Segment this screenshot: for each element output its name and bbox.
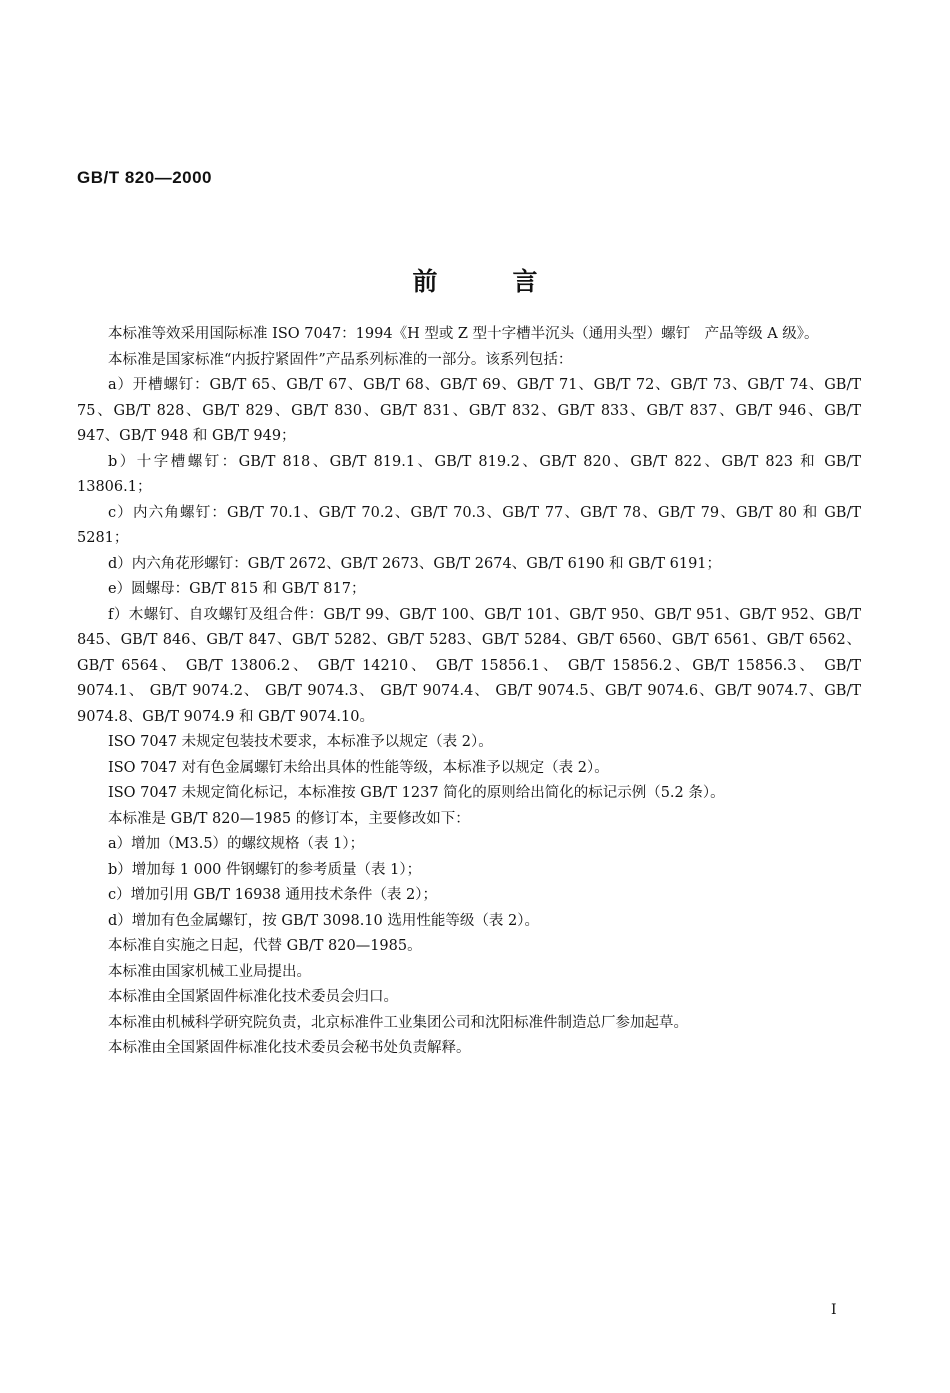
paragraph: ISO 7047 未规定简化标记，本标准按 GB/T 1237 简化的原则给出简化的标记示例（5.2 条）。 (108, 785, 725, 801)
title-char-1: 前 (412, 267, 438, 296)
list-item: e）圆螺母：GB/T 815 和 GB/T 817； (108, 581, 366, 597)
standard-code: GB/T 820—2000 (77, 168, 213, 187)
paragraph: 本标准是 GB/T 820—1985 的修订本，主要修改如下： (108, 810, 470, 827)
paragraph: 本标准由全国紧固件标准化技术委员会归口。 (108, 989, 398, 1005)
list-item: b）十字槽螺钉：GB/T 818、GB/T 819.1、GB/T 819.2、GB/T 820、GB/T 822、GB/T 823 和 GB/T 13806.1； (77, 453, 861, 495)
paragraph: ISO 7047 未规定包装技术要求，本标准予以规定（表 2）。 (108, 734, 493, 750)
paragraph: 本标准自实施之日起，代替 GB/T 820—1985。 (108, 938, 422, 954)
foreword-body (77, 322, 861, 1062)
list-item: a）开槽螺钉：GB/T 65、GB/T 67、GB/T 68、GB/T 69、GB/T 71、GB/T 72、GB/T 73、GB/T 74、GB/T 75、GB/T 828、GB/T 829、GB/T 830、GB/T 831、GB/T 832、GB/T 833、GB/T 837、GB/T 946、GB/T 947、GB/T 948 和 GB/T 949； (77, 377, 861, 444)
page-title (0, 262, 950, 298)
paragraph: 本标准由国家机械工业局提出。 (108, 963, 311, 980)
paragraph: 本标准由全国紧固件标准化技术委员会秘书处负责解释。 (108, 1040, 471, 1056)
paragraph: 本标准等效采用国际标准 ISO 7047：1994《H 型或 Z 型十字槽半沉头（通用头型）螺钉 产品等级 A 级》。 (108, 326, 819, 342)
paragraph: 本标准是国家标准“内扳拧紧固件”产品系列标准的一部分。该系列包括： (108, 351, 573, 368)
paragraph: ISO 7047 对有色金属螺钉未给出具体的性能等级，本标准予以规定（表 2）。 (108, 759, 609, 776)
list-item: c）内六角螺钉：GB/T 70.1、GB/T 70.2、GB/T 70.3、GB/T 77、GB/T 78、GB/T 79、GB/T 80 和 GB/T 5281； (77, 504, 861, 546)
title-char-2: 言 (512, 267, 538, 296)
list-item: a）增加（M3.5）的螺纹规格（表 1）； (108, 836, 365, 852)
list-item: c）增加引用 GB/T 16938 通用技术条件（表 2）； (108, 887, 437, 903)
list-item: d）内六角花形螺钉：GB/T 2672、GB/T 2673、GB/T 2674、GB/T 6190 和 GB/T 6191； (108, 555, 722, 572)
paragraph: 本标准由机械科学研究院负责，北京标准件工业集团公司和沈阳标准件制造总厂参加起草。 (108, 1014, 688, 1031)
list-item: d）增加有色金属螺钉，按 GB/T 3098.10 选用性能等级（表 2）。 (108, 912, 539, 929)
page-number: I (831, 1302, 837, 1318)
list-item: f）木螺钉、自攻螺钉及组合件：GB/T 99、GB/T 100、GB/T 101、GB/T 950、GB/T 951、GB/T 952、GB/T 845、GB/T 846、GB/T 847、GB/T 5282、GB/T 5283、GB/T 5284、GB/T 6560、GB/T 6561、GB/T 6562、 GB/T 6564、 GB/T 13806.2、 GB/T 14210、 GB/T 15856.1、 GB/T 15856.2、GB/T 15856.3、 GB/T 9074.1、 GB/T 9074.2、 GB/T 9074.3、 GB/T 9074.4、 GB/T 9074.5、GB/T 9074.6、GB/T 9074.7、GB/T 9074.8、GB/T 9074.9 和 GB/T 9074.10。 (77, 606, 861, 725)
list-item: b）增加每 1 000 件钢螺钉的参考质量（表 1）； (108, 861, 422, 878)
